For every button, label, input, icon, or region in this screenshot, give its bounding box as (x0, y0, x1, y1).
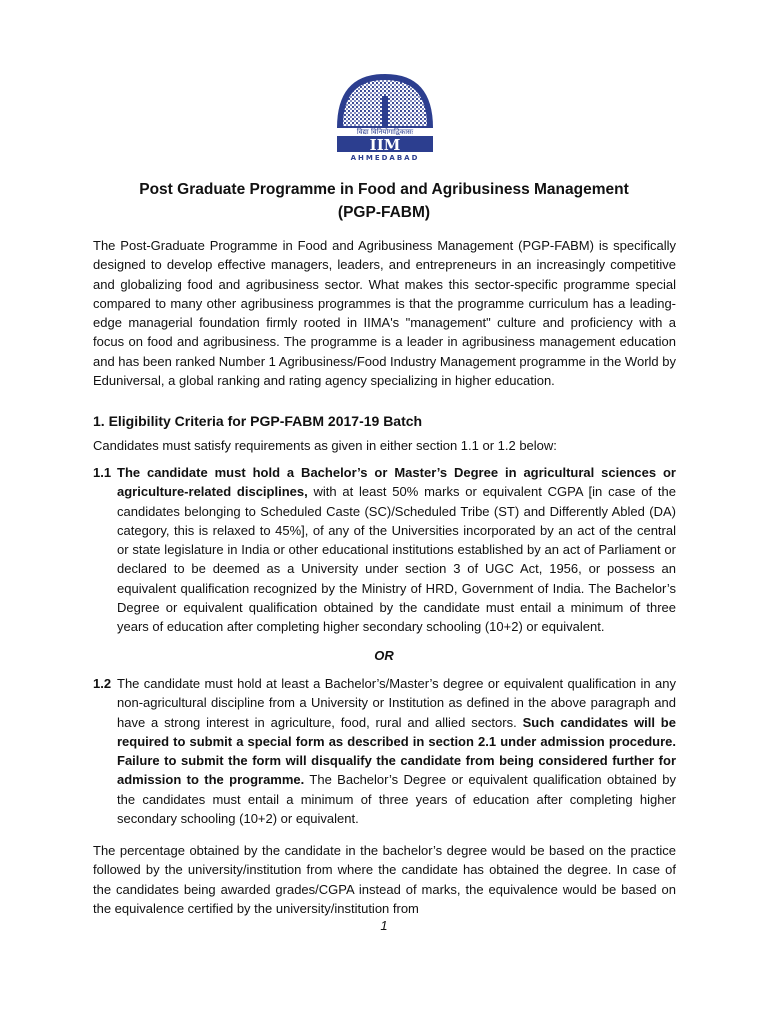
or-divider: OR (374, 648, 394, 663)
intro-paragraph: The Post-Graduate Programme in Food and Agribusiness Management (PGP-FABM) is specifically designed to develop effective managers, leaders, and entrepreneurs in an increasingly competitive and globalizing food and agribusiness sector. What makes this sector-specific programme special compared to many other agribusiness programmes is that the programme curriculum has a leading-edge managerial foundation firmly rooted in IIMA's "management" culture and proficiency with a focus on food and agribusiness. The programme is a leader in agribusiness management education and has been ranked Number 1 Agribusiness/Food Industry Management programme in the World by Eduniversal, a global ranking and rating agency specializing in higher education. (93, 238, 676, 389)
item-1-2-body-2: The Bachelor’s Degree or equivalent qualification obtained by the candidates must entail a minimum of three years of education after completing higher secondary schooling (10+2) or equivalent. (117, 772, 676, 827)
item-1-1-bold: The candidate must hold a Bachelor’s or Master’s Degree in agricultural sciences or agriculture-related disciplines, (117, 465, 676, 500)
logo-iim-text: IIM (369, 136, 401, 154)
section-1-lead: Candidates must satisfy requirements as given in either section 1.1 or 1.2 below: (93, 438, 557, 453)
page-number: 1 (380, 918, 388, 933)
section-1-heading: 1. Eligibility Criteria for PGP-FABM 2017-19 Batch (93, 413, 423, 429)
item-1-1-number: 1.1 (93, 465, 112, 480)
item-1-2-bold: Such candidates will be required to submit a special form as described in section 2.1 under admission procedure. Failure to submit the form will disqualify the candidate from being considered further for admission to the programme. (117, 714, 676, 788)
item-1-2-number: 1.2 (93, 676, 112, 691)
iima-logo-icon (332, 70, 438, 162)
item-1-2-text (117, 674, 676, 828)
logo-script-text: विद्या विनियोगाद्विकासः (356, 128, 414, 136)
item-1-2-body-1: The candidate must hold at least a Bachelor’s/Master’s degree or equivalent qualification in any non-agricultural discipline from a University or Institution as defined in the above paragraph and have a strong interest in agriculture, food, rural and allied sectors. (117, 676, 676, 730)
item-1-1-text (117, 463, 676, 637)
document-subtitle: (PGP-FABM) (337, 204, 431, 221)
item-1-1-body: with at least 50% marks or equivalent CGPA [in case of the candidates belonging to Scheduled Caste (SC)/Scheduled Tribe (ST) and Differently Abled (DA) category, this is relaxed to 45%], of any of the Universities incorporated by an act of the central or state legislature in India or other educational institutions established by an act of Parliament or declared to be deemed as a University under section 3 of UGC Act, 1956, or possess an equivalent qualification recognized by the Ministry of HRD, Government of India. The Bachelor’s Degree or equivalent qualification obtained by the candidate must entail a minimum of three years of education after completing higher secondary schooling (10+2) or equivalent. (117, 484, 676, 635)
logo-city-text: AHMEDABAD (350, 154, 420, 162)
document-title: Post Graduate Programme in Food and Agribusiness Management (139, 181, 629, 198)
closing-paragraph: The percentage obtained by the candidate in the bachelor’s degree would be based on the practice followed by the university/institution from where the candidate has obtained the degree. In case of the candidates being awarded grades/CGPA instead of marks, the equivalence would be based on the equivalence certified by the university/institution from (93, 843, 676, 916)
